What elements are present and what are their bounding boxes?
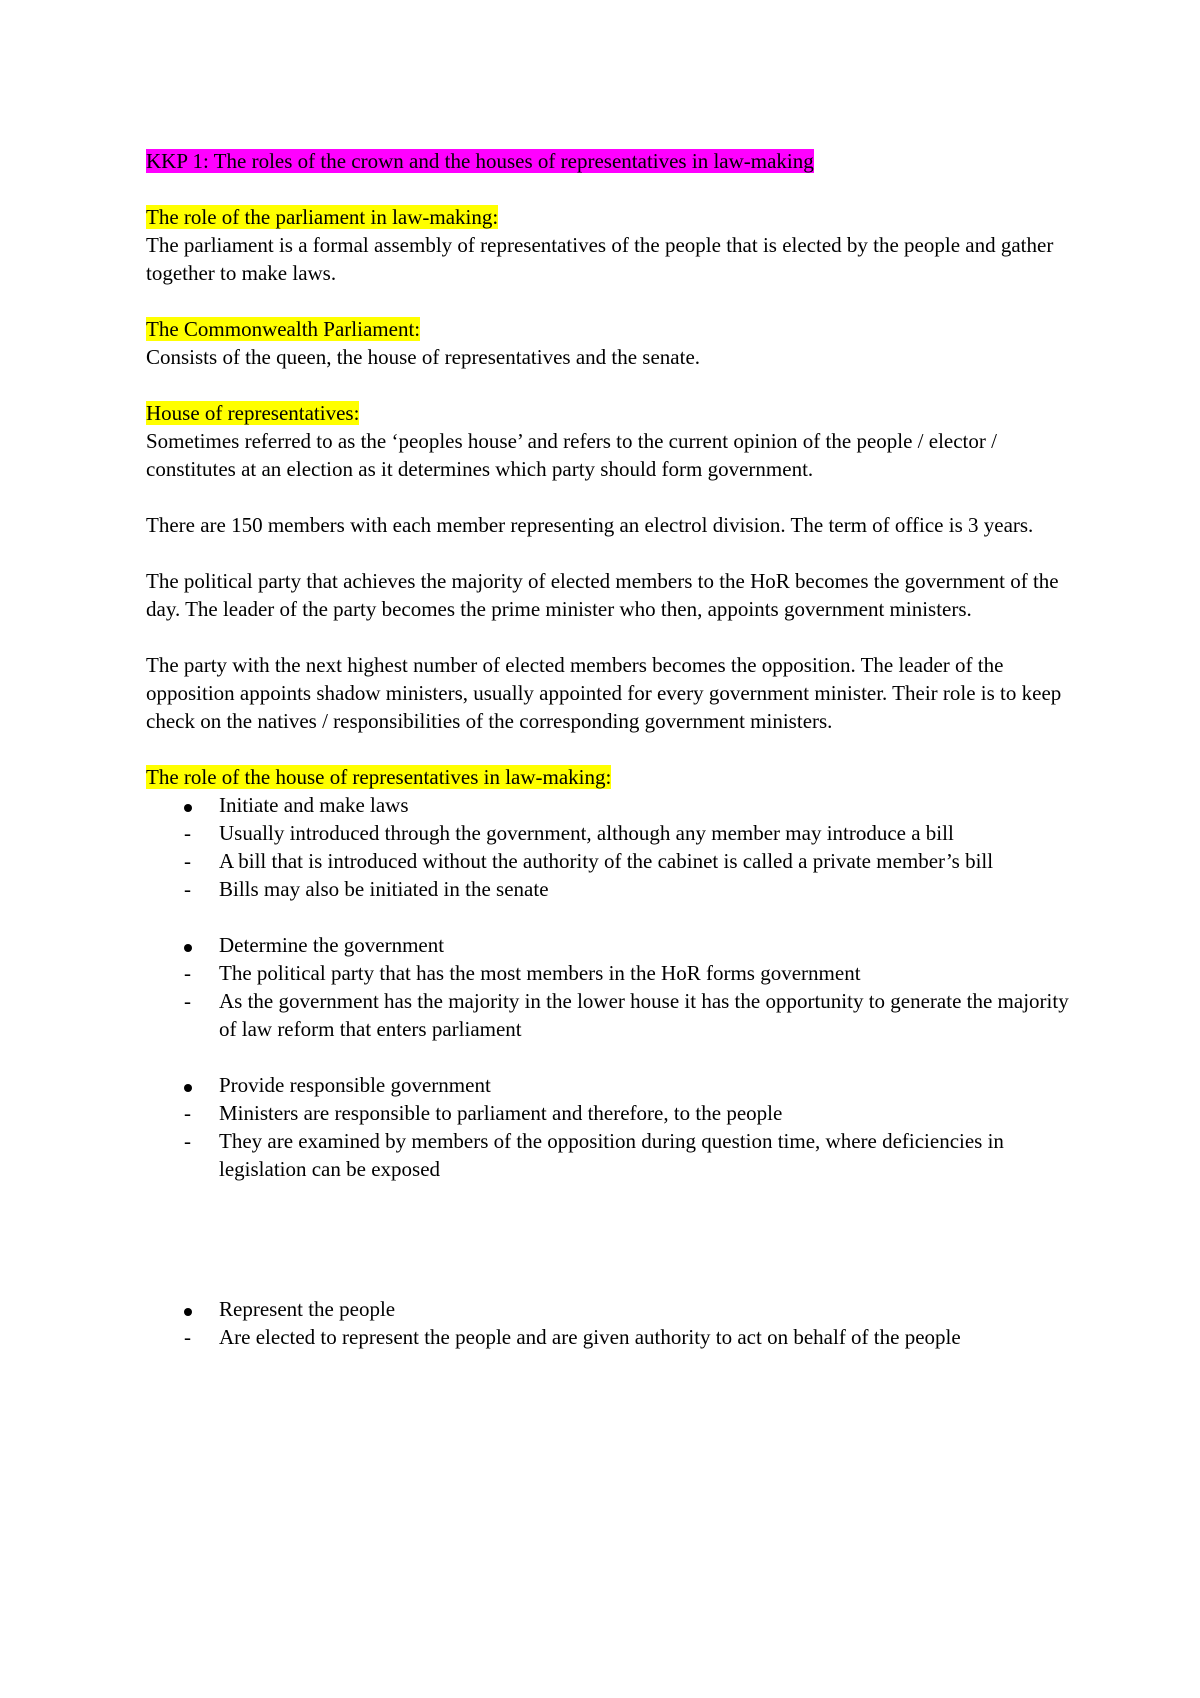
dash-marker: - — [184, 989, 191, 1013]
dash-marker: - — [184, 821, 191, 845]
dash-marker: - — [184, 1129, 191, 1153]
bullet-dot-icon — [184, 1295, 204, 1323]
paragraph-parliament-role: The parliament is a formal assembly of representatives of the people that is elected by the people and gather together to make laws. — [146, 233, 1054, 285]
bullet-text: Initiate and make laws — [219, 793, 409, 817]
blank-line — [146, 735, 1076, 763]
blank-line — [146, 623, 1076, 651]
blank-lines — [146, 1183, 1076, 1295]
dash-item — [146, 987, 1076, 1043]
blank-line — [146, 483, 1076, 511]
dash-text: The political party that has the most members in the HoR forms government — [219, 961, 861, 985]
paragraph-hor-1: Sometimes referred to as the ‘peoples house’ and refers to the current opinion of the people / elector / constitutes at an election as it determines which party should form government. — [146, 429, 997, 481]
dash-text: Bills may also be initiated in the senate — [219, 877, 549, 901]
dash-item — [146, 1127, 1076, 1183]
blank-line — [146, 287, 1076, 315]
bullet-item — [146, 1295, 1076, 1323]
bullet-dot-icon — [184, 1071, 204, 1099]
dash-item — [146, 875, 1076, 903]
dash-text: A bill that is introduced without the authority of the cabinet is called a private member’s bill — [219, 849, 994, 873]
paragraph-hor-3: The political party that achieves the majority of elected members to the HoR becomes the government of the day. The leader of the party becomes the prime minister who then, appoints government ministers. — [146, 569, 1059, 621]
bullet-group-represent — [146, 1295, 1076, 1351]
blank-line — [146, 175, 1076, 203]
bullet-text: Determine the government — [219, 933, 445, 957]
dash-item — [146, 1323, 1076, 1351]
dash-marker: - — [184, 1325, 191, 1349]
bullet-group-determine — [146, 931, 1076, 1043]
paragraph-hor-4: The party with the next highest number of elected members becomes the opposition. The leader of the opposition appoints shadow ministers, usually appointed for every government minister. Their role is to keep check on the natives / responsibilities of the corresponding government ministers. — [146, 653, 1062, 733]
blank-line — [146, 1043, 1076, 1071]
heading-text: The Commonwealth Parliament: — [146, 317, 421, 341]
section-heading-hor — [146, 399, 1076, 427]
dash-text: Ministers are responsible to parliament and therefore, to the people — [219, 1101, 783, 1125]
document-title — [146, 147, 1076, 175]
section-heading-hor-role — [146, 763, 1076, 791]
section-heading-parliament-role — [146, 203, 1076, 231]
dash-marker: - — [184, 849, 191, 873]
dash-item — [146, 847, 1076, 875]
title-text: KKP 1: The roles of the crown and the houses of representatives in law-making — [146, 149, 814, 173]
blank-line — [146, 903, 1076, 931]
dash-marker: - — [184, 961, 191, 985]
bullet-text: Provide responsible government — [219, 1073, 491, 1097]
heading-text: House of representatives: — [146, 401, 360, 425]
bullet-item — [146, 791, 1076, 819]
section-heading-commonwealth — [146, 315, 1076, 343]
bullet-group-responsible — [146, 1071, 1076, 1183]
dash-text: As the government has the majority in the lower house it has the opportunity to generate the majority of law reform that enters parliament — [219, 989, 1069, 1041]
dash-marker: - — [184, 1101, 191, 1125]
bullet-item — [146, 931, 1076, 959]
dash-marker: - — [184, 877, 191, 901]
paragraph-hor-2: There are 150 members with each member representing an electrol division. The term of office is 3 years. — [146, 513, 1034, 537]
bullet-dot-icon — [184, 931, 204, 959]
dash-text: They are examined by members of the opposition during question time, where deficiencies in legislation can be exposed — [219, 1129, 1004, 1181]
dash-text: Are elected to represent the people and are given authority to act on behalf of the people — [219, 1325, 961, 1349]
dash-item — [146, 1099, 1076, 1127]
document-body — [146, 147, 1076, 1351]
heading-text: The role of the parliament in law-making: — [146, 205, 499, 229]
bullet-item — [146, 1071, 1076, 1099]
blank-line — [146, 371, 1076, 399]
dash-item — [146, 819, 1076, 847]
bullet-text: Represent the people — [219, 1297, 396, 1321]
paragraph-commonwealth: Consists of the queen, the house of representatives and the senate. — [146, 345, 701, 369]
heading-text: The role of the house of representatives in law-making: — [146, 765, 612, 789]
dash-text: Usually introduced through the government, although any member may introduce a bill — [219, 821, 954, 845]
blank-line — [146, 539, 1076, 567]
bullet-dot-icon — [184, 791, 204, 819]
bullet-group-initiate — [146, 791, 1076, 903]
dash-item — [146, 959, 1076, 987]
